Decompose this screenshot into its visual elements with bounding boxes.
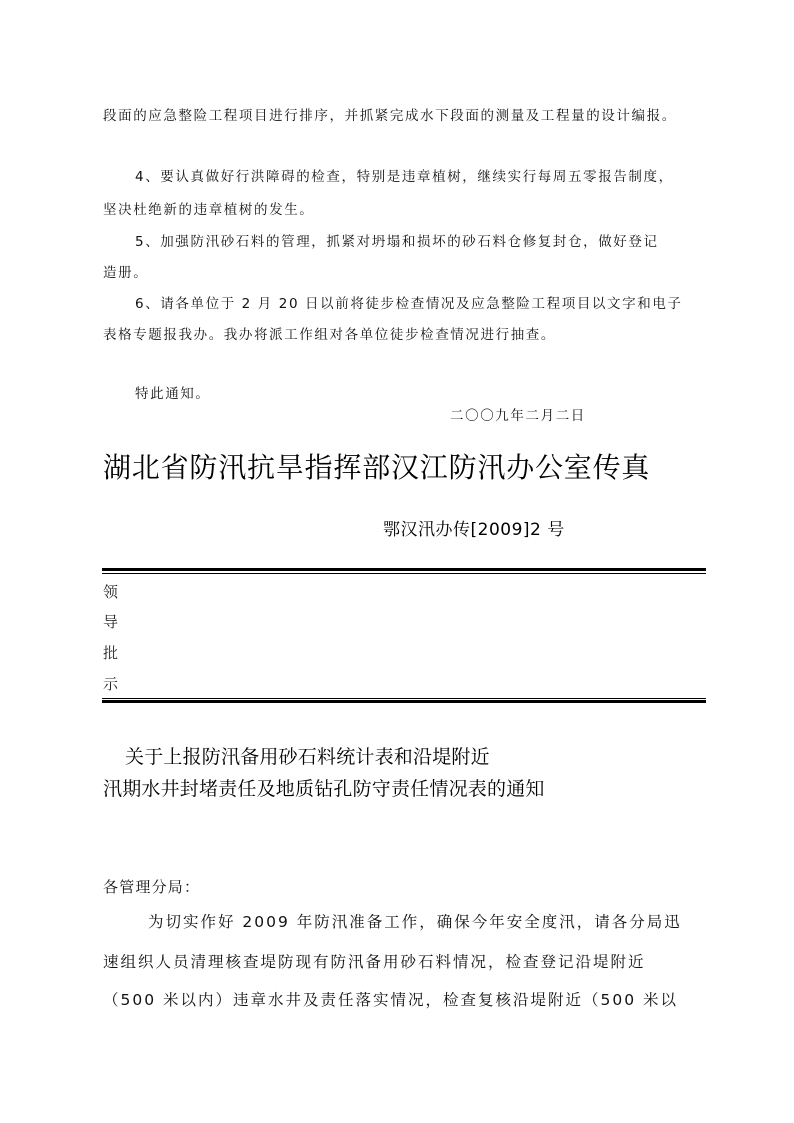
leader-approval-char: 示 — [103, 675, 119, 693]
body-line-1: 为切实作好 2009 年防汛准备工作，确保今年安全度汛，请各分局迅 — [148, 913, 682, 931]
approval-rule-bottom-thin — [102, 698, 706, 699]
item-4-line-2: 坚决杜绝新的违章植树的发生。 — [103, 202, 315, 218]
item-6-line-1: 6、请各单位于 2 月 20 日以前将徒步检查情况及应急整险工程项目以文字和电子 — [135, 296, 683, 312]
header-rule-top-thin — [102, 573, 706, 574]
item-5-line-1: 5、加强防汛砂石料的管理，抓紧对坍塌和损坏的砂石料仓修复封仓，做好登记 — [135, 234, 659, 250]
item-4-line-1: 4、要认真做好行洪障碍的检查，特别是违章植树，继续实行每周五零报告制度， — [135, 169, 674, 185]
fax-header-title: 湖北省防汛抗旱指挥部汉江防汛办公室传真 — [103, 451, 651, 484]
approval-rule-bottom-thick — [102, 700, 706, 703]
leader-approval-char: 导 — [103, 613, 119, 631]
document-number: 鄂汉汛办传[2009]2 号 — [383, 520, 565, 540]
closing-notice: 特此通知。 — [135, 386, 211, 402]
issue-date: 二〇〇九年二月二日 — [450, 408, 586, 424]
header-rule-top-thick — [102, 568, 706, 571]
leader-approval-char: 领 — [103, 583, 119, 601]
item-5-line-2: 造册。 — [103, 265, 149, 281]
notice-title-line-1: 关于上报防汛备用砂石料统计表和沿堤附近 — [125, 746, 490, 768]
body-line-2: 速组织人员清理核查堤防现有防汛备用砂石料情况，检查登记沿堤附近 — [103, 953, 646, 971]
notice-title-line-2: 汛期水井封堵责任及地质钻孔防守责任情况表的通知 — [103, 778, 545, 800]
carryover-paragraph: 段面的应急整险工程项目进行排序，并抓紧完成水下段面的测量及工程量的设计编报。 — [103, 108, 677, 124]
item-6-line-2: 表格专题报我办。我办将派工作组对各单位徒步检查情况进行抽查。 — [103, 327, 556, 343]
leader-approval-char: 批 — [103, 644, 119, 662]
body-line-3: （500 米以内）违章水井及责任落实情况，检查复核沿堤附近（500 米以 — [103, 991, 679, 1009]
addressee: 各管理分局： — [103, 878, 201, 896]
